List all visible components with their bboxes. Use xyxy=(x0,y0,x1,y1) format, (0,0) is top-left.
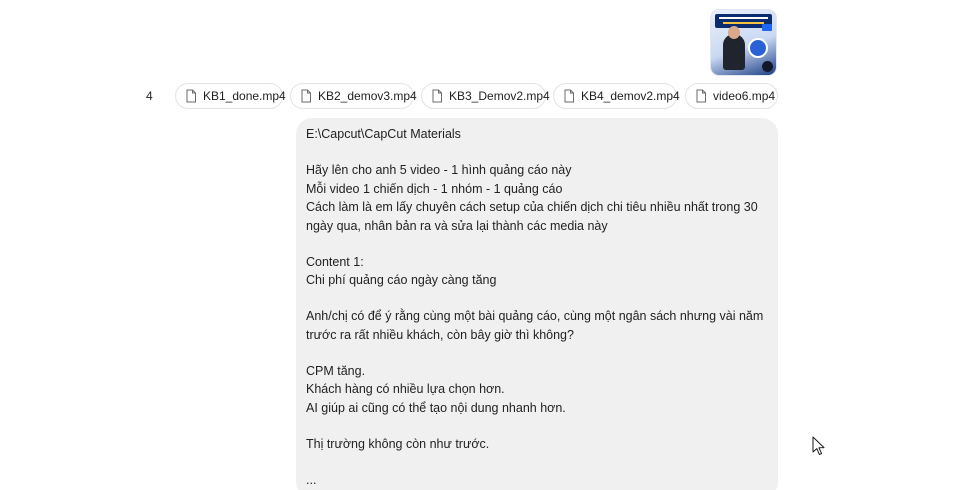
message-line: AI giúp ai cũng có thể tạo nội dung nhanh hơn. xyxy=(306,400,566,415)
line-gap xyxy=(306,290,768,308)
file-chip-label: KB1_done.mp4 xyxy=(203,89,286,103)
thumbnail-badge xyxy=(762,61,773,72)
line-gap xyxy=(306,144,768,162)
file-chip-kb2[interactable] xyxy=(290,83,417,109)
document-icon xyxy=(695,89,707,103)
file-chip-label: KB4_demov2.mp4 xyxy=(581,89,680,103)
file-chip-label: KB2_demov3.mp4 xyxy=(318,89,417,103)
document-icon xyxy=(185,89,197,103)
line-gap xyxy=(306,235,768,253)
message-line: Mỗi video 1 chiến dịch - 1 nhóm - 1 quảng cáo xyxy=(306,181,563,196)
message-path: E:\Capcut\CapCut Materials xyxy=(306,127,461,141)
line-gap xyxy=(306,453,768,471)
line-gap xyxy=(306,417,768,435)
document-icon xyxy=(563,89,575,103)
message-line: Anh/chị có để ý rằng cùng một bài quảng cáo, cùng một ngân sách nhưng vài năm trước ra rất nhiều khách, còn bây giờ thì không? xyxy=(306,309,767,342)
file-chip-video6[interactable] xyxy=(685,83,778,109)
mouse-pointer-icon xyxy=(812,436,826,456)
content-title: Chi phí quảng cáo ngày càng tăng xyxy=(306,273,497,287)
message-line: Cách làm là em lấy chuyên cách setup của chiến dịch chi tiêu nhiều nhất trong 30 ngày qua, nhân bản ra và sửa lại thành các media này xyxy=(306,200,762,233)
file-attachments-row xyxy=(0,83,778,111)
file-chip-label: 4 xyxy=(146,89,153,103)
message-line: CPM tăng. xyxy=(306,363,366,378)
content-heading: Content 1: xyxy=(306,254,364,269)
file-chip-kb4[interactable] xyxy=(553,83,680,109)
line-gap xyxy=(306,344,768,362)
message-line: Khách hàng có nhiều lựa chọn hơn. xyxy=(306,382,505,396)
file-chip-kb3[interactable] xyxy=(421,83,550,109)
thumbnail-tag xyxy=(762,24,772,31)
document-icon xyxy=(431,89,443,103)
file-chip-label: video6.mp4 xyxy=(713,89,776,103)
thumbnail-person xyxy=(723,34,745,70)
thumbnail-logo xyxy=(748,38,768,58)
file-chip-truncated[interactable] xyxy=(146,83,153,109)
message-ellipsis: ... xyxy=(306,472,317,487)
message-line: Thị trường không còn như trước. xyxy=(306,436,490,451)
message-line: Hãy lên cho anh 5 video - 1 hình quảng cáo này xyxy=(306,163,572,177)
document-icon xyxy=(300,89,312,103)
file-chip-label: KB3_Demov2.mp4 xyxy=(449,89,550,103)
attached-image-thumbnail[interactable] xyxy=(710,9,777,76)
user-message-bubble xyxy=(296,118,778,490)
file-chip-kb1[interactable] xyxy=(175,83,286,109)
